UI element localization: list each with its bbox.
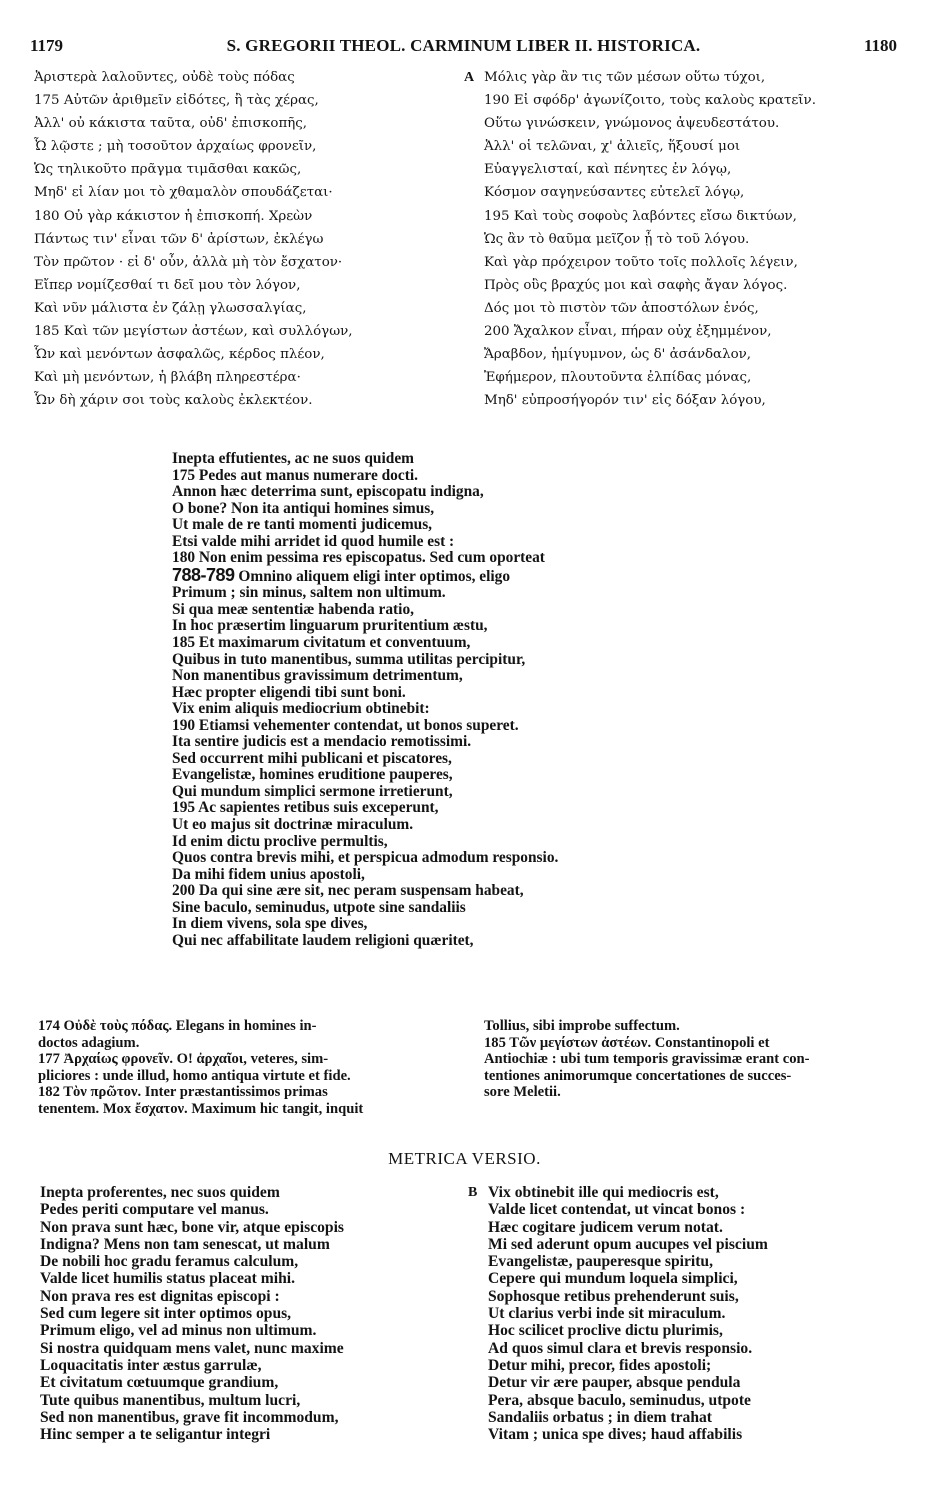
latin-line: Primum ; sin minus, saltem non ultimum. [172,585,446,602]
greek-line: Δός μοι τὸ πιστὸν τῶν ἀποστόλων ἑνός, [484,300,759,316]
latin-line: Si qua meæ sententiæ habenda ratio, [172,601,414,618]
verse-line: Tute quibus manentibus, multum lucri, [40,1391,301,1409]
latin-line: Vix enim aliquis mediocrium obtinebit: [172,701,430,718]
greek-line: Πάντως τιν' εἶναι τῶν δ' ἀρίστων, ἐκλέγω [34,231,324,247]
verse-line: Non prava sunt hæc, bone vir, atque episcopis [40,1218,344,1236]
section-heading: METRICA VERSIO. [388,1149,541,1168]
greek-line [464,66,904,89]
greek-line: Ὡς ἂν τὸ θαῦμα μεῖζον ᾖ τὸ τοῦ λόγου. [484,231,750,247]
footnote-line: 174 Οὐδὲ τοὺς πόδας. Elegans in homines in- [38,1018,317,1034]
verse-line: Sophosque retibus prehenderunt suis, [488,1287,739,1305]
latin-line: Etsi valde mihi arridet id quod humile est : [172,533,455,550]
latin-line: Non manentibus gravissimum detrimentum, [172,668,463,685]
verse-line: Ut clarius verbi inde sit miraculum. [488,1305,726,1323]
latin-line: 185 Et maximarum civitatum et conventuum, [172,635,471,652]
latin-translation [172,451,732,949]
footnote-line: Antiochiæ : ubi tum temporis gravissimæ erant con- [484,1051,810,1068]
greek-line: 180 Οὐ γὰρ κάκιστον ἡ ἐπισκοπή. Χρεὼν [34,208,313,224]
greek-line: Ὦ λῷστε ; μὴ τοσοῦτον ἀρχαίως φρονεῖν, [34,139,317,155]
greek-line: Καὶ μὴ μενόντων, ἡ βλάβη πληρεστέρα· [34,370,301,386]
verse-line: Pera, absque baculo, seminudus, utpote [488,1391,751,1409]
footnote-line: doctos adagium. [38,1034,140,1051]
latin-line: In diem vivens, sola spe dives, [172,916,368,933]
latin-line: Ut eo majus sit doctrinæ miraculum. [172,817,414,834]
greek-line: 200 Ἄχαλκον εἶναι, πήραν οὐχ ἐξημμένον, [484,324,772,340]
footnote-line: tenentem. Mox ἔσχατον. Maximum hic tangit, inquit [38,1100,364,1117]
latin-line: Annon hæc deterrima sunt, episcopatu indigna, [172,484,484,501]
greek-line: Τὸν πρῶτον · εἰ δ' οὖν, ἀλλὰ μὴ τὸν ἔσχατον· [34,254,343,270]
latin-line: Quibus in tuto manentibus, summa utilitas percipitur, [172,651,526,668]
verse-line: Indigna? Mens non tam senescat, ut malum [40,1235,330,1253]
greek-line: 190 Εἰ σφόδρ' ἀγωνίζοιτο, τοὺς καλοὺς κρατεῖν. [484,93,816,109]
verse-line: Detur mihi, precor, fides apostoli; [488,1356,712,1374]
verse-line: Sandaliis orbatus ; in diem trahat [488,1408,712,1426]
verse-line: Hinc semper a te seligantur integri [40,1426,271,1444]
footnote-line: sore Meletii. [484,1084,561,1101]
footnotes-right [484,1018,904,1101]
verse-line [468,1184,908,1201]
latin-line: Hæc propter eligendi tibi sunt boni. [172,684,406,701]
latin-line: Qui nec affabilitate laudem religioni quæritet, [172,932,474,949]
latin-line: 180 Non enim pessima res episcopatus. Sed cum oporteat [172,550,545,567]
verse-line: Si nostra quidquam mens valet, nunc maxime [40,1339,344,1357]
column-marker-b: B [468,1185,478,1200]
latin-line: Da mihi fidem unius apostoli, [172,866,365,883]
column-number-right: 1180 [863,36,897,55]
verse-line: Sed cum legere sit inter optimos opus, [40,1305,292,1323]
latin-line: Ut male de re tanti momenti judicemus, [172,517,433,534]
latin-line: Sed occurrent mihi publicani et piscatores, [172,750,452,767]
verse-line: Primum eligo, vel ad minus non ultimum. [40,1322,317,1340]
metrica-versio-left [40,1184,460,1443]
greek-line: Εἴπερ νομίζεσθαί τι δεῖ μου τὸν λόγον, [34,277,301,293]
verse-line: Inepta proferentes, nec suos quidem [40,1184,280,1201]
footnote-line: 185 Τῶν μεγίστων ἀστέων. Constantinopoli et [484,1034,770,1051]
running-title: S. GREGORII THEOL. CARMINUM LIBER II. HISTORICA. [226,36,701,55]
footnote-line: pliciores : unde illud, homo antiqua virtute et fide. [38,1067,351,1084]
greek-line: Ὧν καὶ μενόντων ἀσφαλῶς, κέρδος πλέον, [34,347,325,363]
verse-line: Valde licet contendat, ut vincat bonos : [488,1201,746,1219]
footnote-line: tentiones animorumque concertationes de succes- [484,1067,792,1084]
column-number-left: 1179 [30,36,64,55]
greek-line: Καὶ νῦν μάλιστα ἐν ζάλῃ γλωσσαλγίας, [34,300,307,316]
page-header [30,36,897,58]
latin-line: 175 Pedes aut manus numerare docti. [172,467,418,484]
greek-line: Εὐαγγελισταί, καὶ πένητες ἐν λόγῳ, [484,162,732,178]
latin-line [172,567,732,586]
greek-line: 175 Αὐτῶν ἀριθμεῖν εἰδότες, ἢ τὰς χέρας, [34,93,319,109]
migne-column-marker: 788-789 [172,566,235,585]
verse-line: Et civitatum cœtuumque grandium, [40,1374,279,1392]
verse-line: Non prava res est dignitas episcopi : [40,1287,280,1305]
greek-line: Ἀριστερὰ λαλοῦντες, οὐδὲ τοὺς πόδας [34,70,295,85]
greek-text-right-column [464,66,904,412]
greek-line: Ἐφήμερον, πλουτοῦντα ἐλπίδας μόνας, [484,370,752,386]
latin-line: Qui mundum simplici sermone irretierunt, [172,783,453,800]
greek-line: Ὧν δὴ χάριν σοι τοὺς καλοὺς ἐκλεκτέον. [34,393,313,409]
greek-line: Ἄραβδον, ἡμίγυμνον, ὡς δ' ἀσάνδαλον, [484,347,752,363]
greek-line: 185 Καὶ τῶν μεγίστων ἀστέων, καὶ συλλόγων, [34,324,353,340]
latin-line: Inepta effutientes, ac ne suos quidem [172,451,414,467]
latin-line: In hoc præsertim linguarum pruritentium æstu, [172,618,488,635]
latin-line: O bone? Non ita antiqui homines simus, [172,500,435,517]
greek-text-left-column [34,66,452,412]
metrica-versio-right [468,1184,908,1443]
greek-line-text: Μόλις γὰρ ἂν τις τῶν μέσων οὕτω τύχοι, [484,70,766,85]
verse-line: Evangelistæ, pauperesque spiritu, [488,1253,713,1271]
verse-line: Pedes periti computare vel manus. [40,1201,269,1219]
latin-line: 200 Da qui sine ære sit, nec peram suspensam habeat, [172,883,524,900]
verse-line: Valde licet humilis status placeat mihi. [40,1270,295,1288]
greek-line: Κόσμον σαγηνεύσαντες εὐτελεῖ λόγῳ, [484,185,745,201]
verse-line: Sed non manentibus, grave fit incommodum, [40,1408,339,1426]
latin-line: Ita sentire judicis est a mendacio remotissimi. [172,734,472,751]
latin-line: Sine baculo, seminudus, utpote sine sandaliis [172,899,466,916]
latin-line: 190 Etiamsi vehementer contendat, ut bonos superet. [172,717,519,734]
footnote-line: Tollius, sibi improbe suffectum. [484,1018,680,1034]
footnotes-left [38,1018,462,1118]
column-marker-a: A [464,70,475,85]
verse-line: Vitam ; unica spe dives; haud affabilis [488,1426,743,1444]
verse-line: Loquacitatis inter æstus garrulæ, [40,1356,262,1374]
greek-line: Πρὸς οὓς βραχύς μοι καὶ σαφὴς ἄγαν λόγος. [484,277,788,293]
greek-line: Μηδ' εἰ λίαν μοι τὸ χθαμαλὸν σπουδάζεται· [34,185,333,201]
verse-line: Hæc cogitare judicem verum notat. [488,1218,723,1236]
verse-line: Hoc scilicet proclive dictu plurimis, [488,1322,723,1340]
latin-line-text: Omnino aliquem eligi inter optimos, eligo [238,567,511,585]
latin-line: Id enim dictu proclive permultis, [172,833,388,850]
latin-line: Evangelistæ, homines eruditione pauperes, [172,767,453,784]
greek-line: Ἀλλ' οὐ κάκιστα ταῦτα, οὐδ' ἐπισκοπῆς, [34,116,308,132]
latin-line: 195 Ac sapientes retibus suis exceperunt, [172,800,439,817]
greek-line: Καὶ γὰρ πρόχειρον τοῦτο τοῖς πολλοῖς λέγειν, [484,254,798,270]
greek-line: Μηδ' εὐπροσήγορόν τιν' εἰς δόξαν λόγου, [484,393,766,409]
verse-line: Detur vir ære pauper, absque pendula [488,1374,741,1392]
verse-line: Cepere qui mundum loquela simplici, [488,1270,738,1288]
verse-line: De nobili hoc gradu feramus calculum, [40,1253,299,1271]
verse-line-text: Vix obtinebit ille qui mediocris est, [488,1184,719,1201]
greek-line: Οὕτω γινώσκειν, γνώμονος ἀψευδεστάτου. [484,116,780,132]
greek-line: Ὡς τηλικοῦτο πρᾶγμα τιμᾶσθαι κακῶς, [34,162,302,178]
footnote-line: 182 Τὸν πρῶτον. Inter præstantissimos primas [38,1084,328,1101]
greek-line: Ἀλλ' οἱ τελῶναι, χ' ἁλιεῖς, ἥξουσί μοι [484,139,741,155]
greek-line: 195 Καὶ τοὺς σοφοὺς λαβόντες εἴσω δικτύων, [484,208,797,224]
latin-line: Quos contra brevis mihi, et perspicua admodum responsio. [172,850,559,867]
verse-line: Ad quos simul clara et brevis responsio. [488,1339,753,1357]
footnote-line: 177 Ἀρχαίως φρονεῖν. O! ἀρχαῖοι, veteres, sim- [38,1051,329,1068]
verse-line: Mi sed aderunt opum aucupes vel piscium [488,1235,768,1253]
